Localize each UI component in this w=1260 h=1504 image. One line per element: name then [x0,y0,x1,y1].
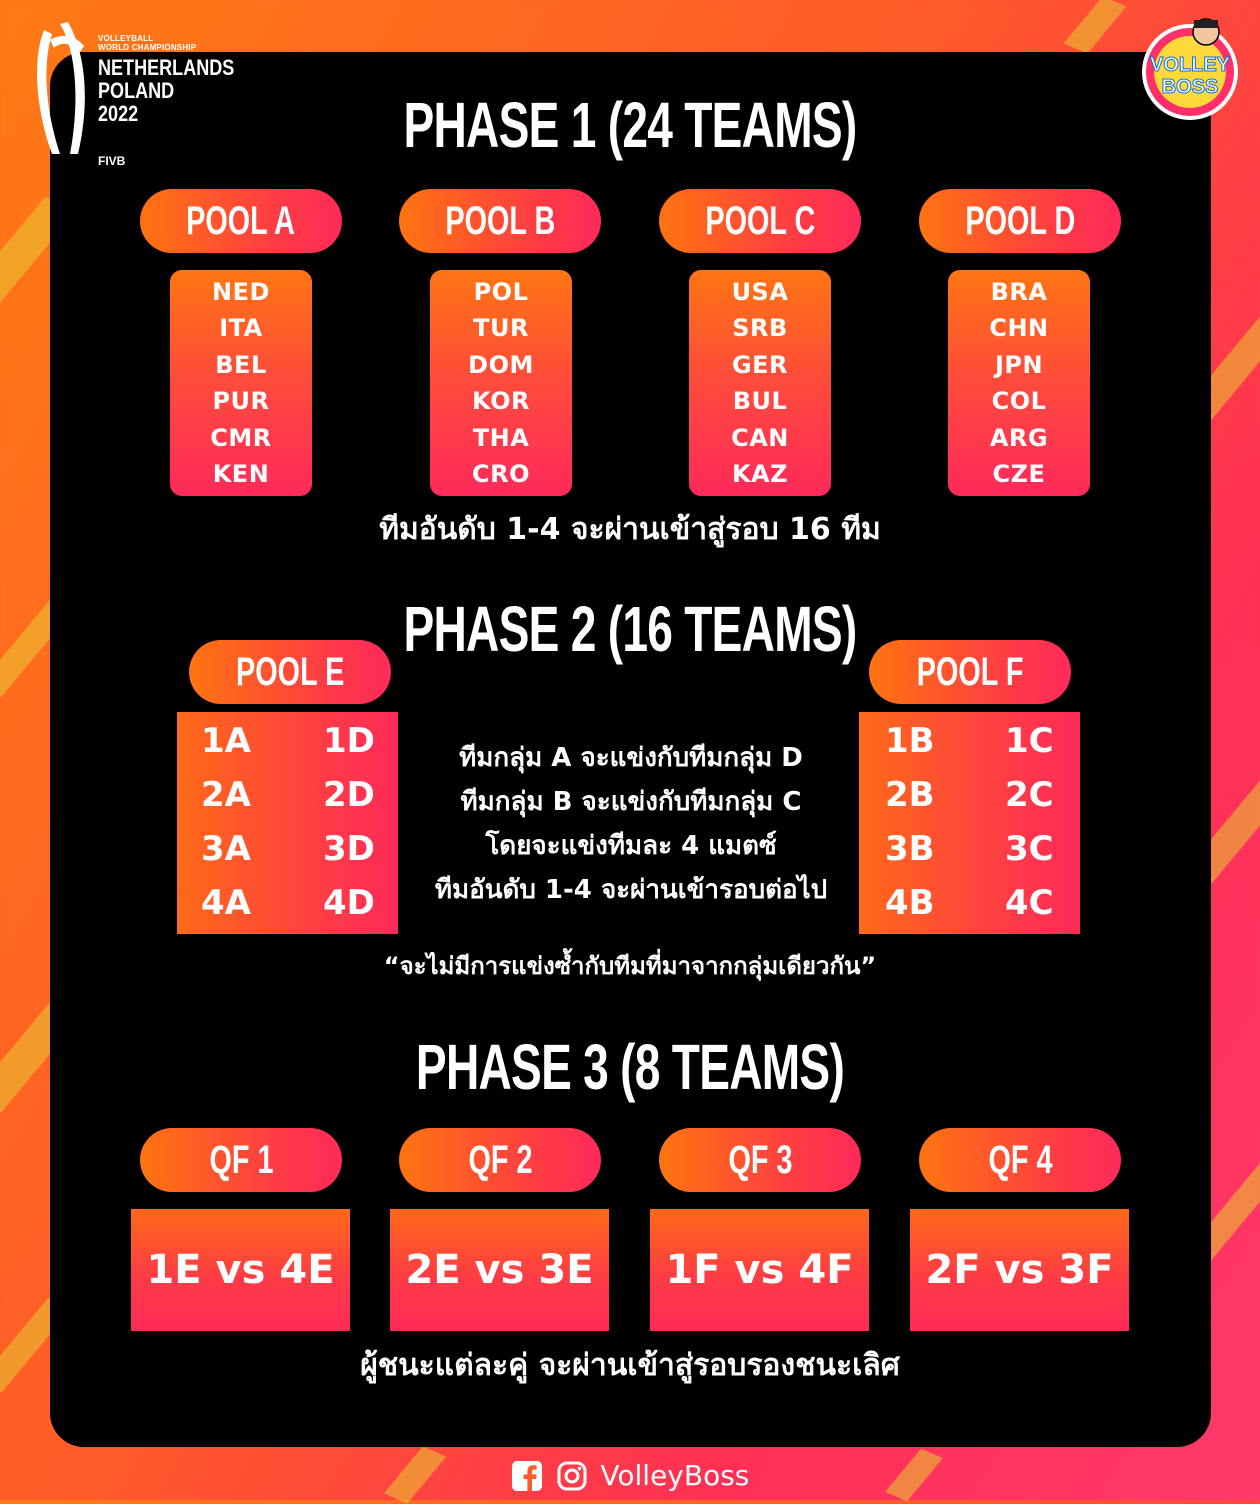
pool-e-slot: 2A [201,775,251,815]
phase-2-title: PHASE 2 (16 TEAMS) [403,593,857,665]
pool-f-slot: 1C [1005,721,1054,761]
pool-f-slot: 2B [885,775,935,815]
pool-f-label: POOL F [869,640,1071,704]
pool-e-slot: 3A [201,829,251,869]
team: COL [991,387,1047,416]
qf-3-match: 1F vs 4F [650,1209,869,1331]
phase-1-title: PHASE 1 (24 TEAMS) [403,89,857,161]
qf-2-match: 2E vs 3E [390,1209,609,1331]
pool-f-slot: 4C [1005,883,1054,923]
pool-a-label: POOL A [140,189,342,253]
pool-c-label: POOL C [659,189,861,253]
team: DOM [468,350,534,379]
team: PUR [212,387,270,416]
team: CHN [989,314,1049,343]
instagram-icon [556,1460,588,1492]
phase-2-quote: “จะไม่มีการแข่งซ้ำกับทีมที่มาจากกลุ่มเดียวกัน” [383,952,877,980]
phase-3-title: PHASE 3 (8 TEAMS) [415,1031,845,1103]
pool-f-slot: 3B [885,829,935,869]
pool-f-slot: 3C [1005,829,1054,869]
phase-3-note: ผู้ชนะแต่ละคู่ จะผ่านเข้าสู่รอบรองชนะเลิศ [360,1348,900,1383]
pool-f-slot: 1B [885,721,935,761]
qf-4-label: QF 4 [919,1128,1121,1192]
social-handle[interactable]: VolleyBoss [600,1459,750,1492]
pool-b-teams [430,270,572,496]
team: CMR [210,423,272,452]
team: POL [473,278,529,306]
qf-4-match: 2F vs 3F [910,1209,1129,1331]
pool-f-grid [859,712,1080,934]
pool-e-slot: 4D [323,883,375,923]
badge-word-boss: BOSS [1161,76,1219,98]
fivb-logo: FIVB [98,154,126,168]
team: ITA [219,314,263,343]
team: KAZ [731,460,789,489]
pool-f-slot: 2C [1005,775,1054,815]
team: BRA [990,278,1048,306]
team: THA [472,423,530,452]
badge-word-volley: VOLLEY [1149,54,1230,76]
pool-e-slot: 4A [201,883,251,923]
volleyball-logo-icon [30,20,94,160]
team: CAN [731,423,789,452]
qf-2-label: QF 2 [399,1128,601,1192]
volleyboss-badge [1138,16,1242,120]
qf-3-label: QF 3 [659,1128,861,1192]
rule-line: โดยจะแข่งทีมละ 4 แมตซ์ [485,831,777,861]
pool-e-slot: 1D [323,721,375,761]
team: NED [212,278,270,306]
pool-e-slot: 2D [323,775,375,815]
team: KOR [472,387,530,416]
pool-a-teams [170,270,312,496]
pool-e-label: POOL E [189,640,391,704]
rule-line: ทีมกลุ่ม A จะแข่งกับทีมกลุ่ม D [459,743,803,773]
team: KEN [212,460,270,489]
team: JPN [994,350,1044,379]
team: CRO [472,460,530,489]
team: CZE [992,460,1046,489]
phase-2-rules [400,736,862,912]
pool-b-label: POOL B [399,189,601,253]
team: TUR [473,314,529,343]
team: ARG [989,423,1049,452]
pool-d-teams [948,270,1090,496]
team: BUL [732,387,788,416]
pool-e-grid [177,712,398,934]
team: BEL [215,350,267,379]
team: SRB [732,314,788,343]
pool-f-slot: 4B [885,883,935,923]
logo-host-text: NETHERLANDS POLAND 2022 [98,55,235,126]
pool-c-teams [689,270,831,496]
rule-line: ทีมอันดับ 1-4 จะผ่านเข้ารอบต่อไป [434,875,828,905]
rule-line: ทีมกลุ่ม B จะแข่งกับทีมกลุ่ม C [460,787,802,817]
pool-e-slot: 3D [323,829,375,869]
footer-social [0,1458,1260,1493]
pool-e-slot: 1A [201,721,251,761]
phase-1-note: ทีมอันดับ 1-4 จะผ่านเข้าสู่รอบ 16 ทีม [379,512,881,547]
team: USA [731,278,789,306]
qf-1-label: QF 1 [140,1128,342,1192]
pool-d-label: POOL D [919,189,1121,253]
team: GER [731,350,789,379]
facebook-icon [511,1460,543,1492]
qf-1-match: 1E vs 4E [131,1209,350,1331]
logo-small-text: VOLLEYBALL WORLD CHAMPIONSHIP [98,34,197,52]
